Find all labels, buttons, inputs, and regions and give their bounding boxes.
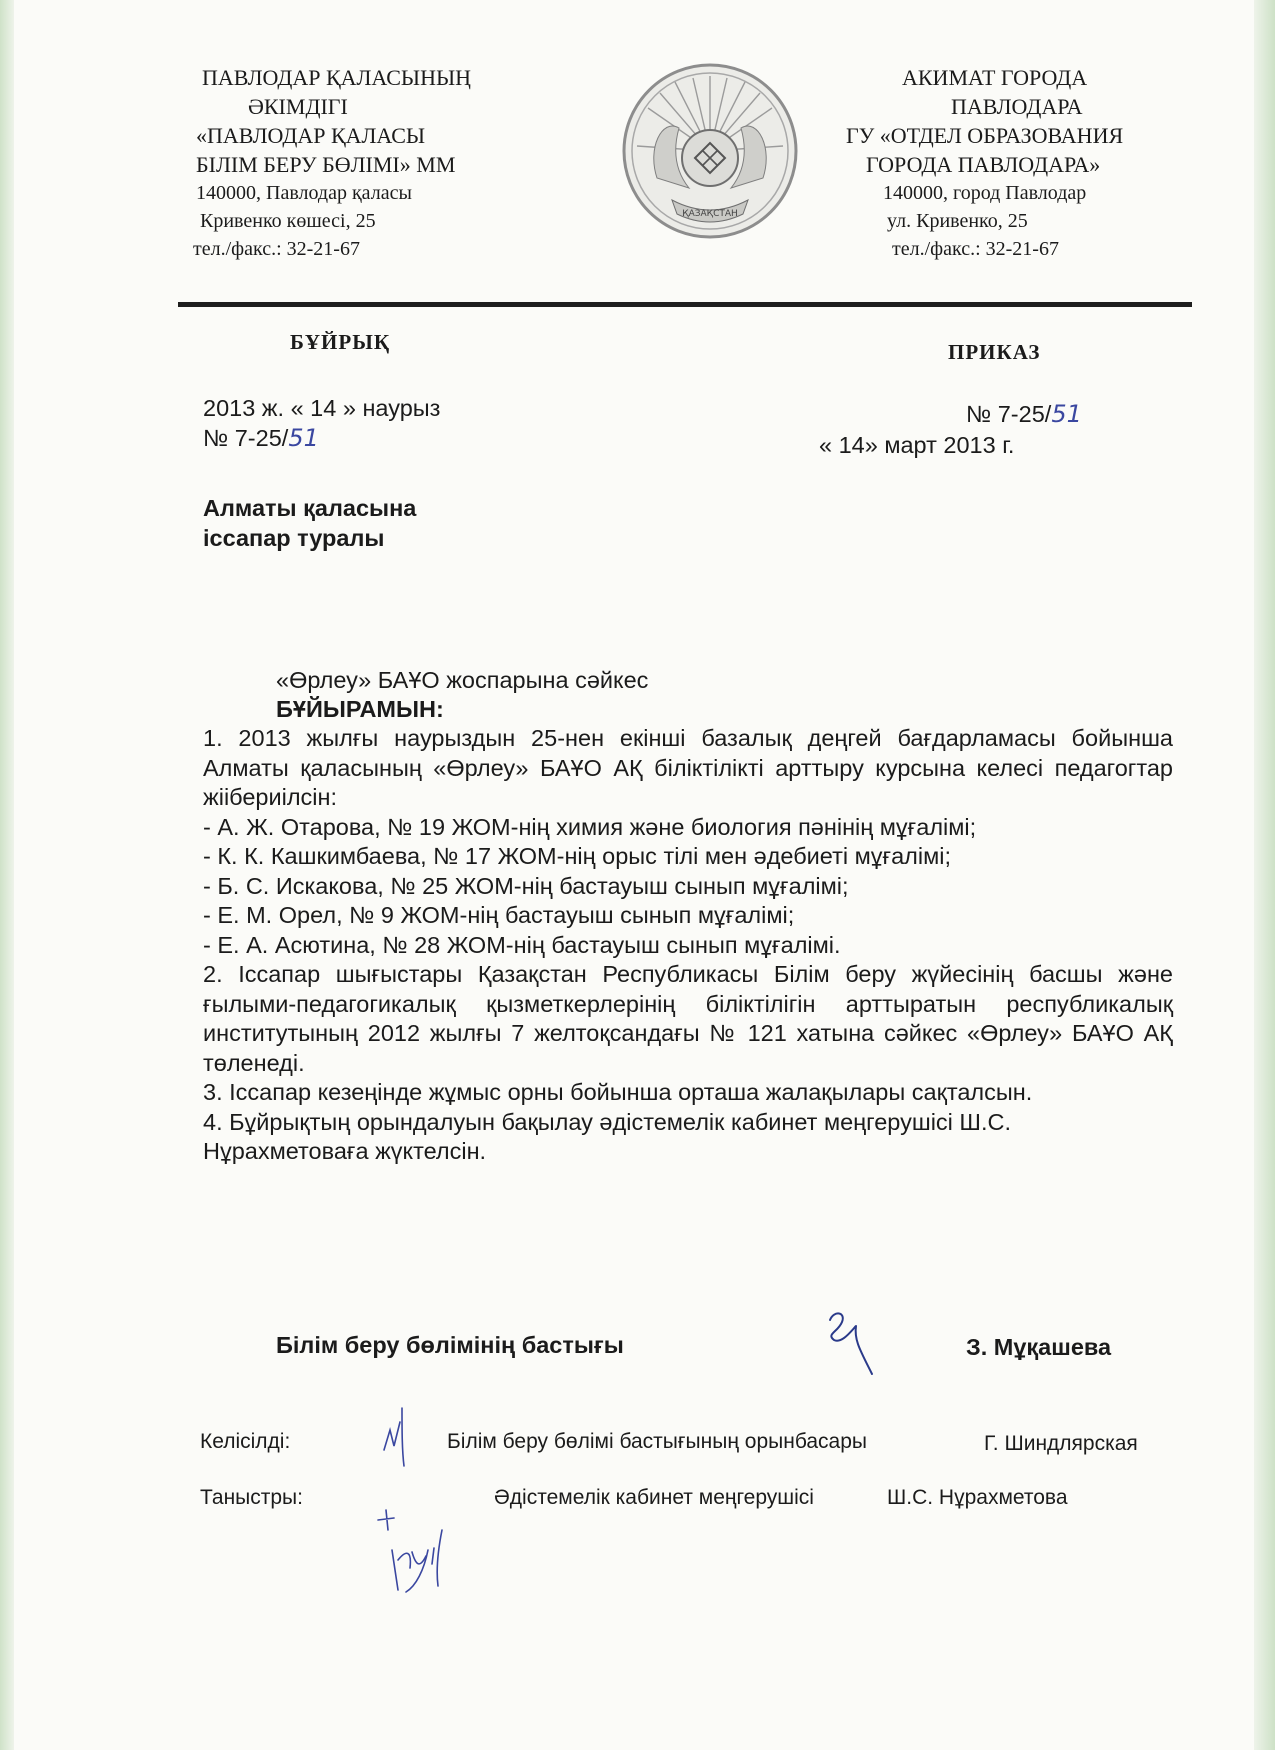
date-ru: « 14» март 2013 г. xyxy=(819,432,1015,458)
agreed-name: Г. Шиндлярская xyxy=(984,1432,1138,1455)
order-body xyxy=(203,724,1173,1167)
subject-line-1: Алматы қаласына xyxy=(203,495,417,521)
agreed-text: Білім беру бөлімі бастығының орынбасары xyxy=(447,1430,867,1453)
scan-edge-right xyxy=(1254,0,1275,1750)
title-ru: ПРИКАЗ xyxy=(948,340,1041,364)
header-left-line-1: ПАВЛОДАР ҚАЛАСЫНЫҢ xyxy=(202,65,472,90)
order-item-1: - А. Ж. Отарова, № 19 ЖОМ-нің химия және биология пәнінің мұғалімі; xyxy=(203,813,977,840)
order-item-4: - Е. М. Орел, № 9 ЖОМ-нің бастауыш сынып мұғалімі; xyxy=(203,902,795,928)
order-paragraph-4: 4. Бұйрықтың орындалуын бақылау әдістемелік кабинет меңгерушісі Ш.С. Нұрахметоваға жүктелсін. xyxy=(203,1108,1011,1164)
header-right-line-6: ул. Кривенко, 25 xyxy=(887,210,1028,232)
subject-line-2: іссапар туралы xyxy=(203,525,385,551)
acquainted-name: Ш.С. Нұрахметова xyxy=(887,1486,1068,1509)
order-item-2: - К. К. Кашкимбаева, № 17 ЖОМ-нің орыс тілі мен әдебиеті мұғалімі; xyxy=(203,843,951,869)
agreed-label: Келісілді: xyxy=(200,1430,291,1453)
handwritten-number-kz: 51 xyxy=(288,424,319,452)
number-ru: № 7-25/ xyxy=(966,401,1052,427)
header-left-line-5: 140000, Павлодар қаласы xyxy=(196,182,412,204)
scan-edge-left xyxy=(0,0,14,1750)
order-item-3: - Б. С. Искакова, № 25 ЖОМ-нің бастауыш сынып мұғалімі; xyxy=(203,872,849,899)
title-kz: БҰЙРЫҚ xyxy=(290,330,391,354)
order-item-5: - Е. А. Асютина, № 28 ЖОМ-нің бастауыш сынып мұғалімі. xyxy=(203,931,841,958)
header-right-line-5: 140000, город Павлодар xyxy=(883,182,1087,204)
acquainted-text: Әдістемелік кабинет меңгерушісі xyxy=(494,1486,814,1509)
number-kz-row xyxy=(203,424,319,453)
signatory-position: Білім беру бөлімінің бастығы xyxy=(276,1332,624,1358)
header-right-line-2: ПАВЛОДАРА xyxy=(951,94,1083,119)
agreed-signature-icon xyxy=(376,1400,426,1470)
order-paragraph-1: 1. 2013 жылғы наурыздын 25-нен екінші базалық деңгей бағдарламасы бойынша Алматы қаласының «Өрлеу» БАҰО АҚ біліктілікті арттыру курсына келесі педагогтар жіібериілсін: xyxy=(203,725,1173,810)
acquainted-signature-icon xyxy=(372,1490,462,1610)
header-left-line-3: «ПАВЛОДАР ҚАЛАСЫ xyxy=(196,123,426,148)
header-left-line-2: ӘКІМДІГІ xyxy=(248,94,348,119)
header-right-line-7: тел./факс.: 32-21-67 xyxy=(892,238,1059,260)
emblem-ribbon-text: ҚАЗАҚСТАН xyxy=(682,209,738,219)
order-word: БҰЙЫРАМЫН: xyxy=(276,696,444,722)
state-emblem-icon xyxy=(617,58,803,244)
order-paragraph-3: 3. Іссапар кезеңінде жұмыс орны бойынша орташа жалақылары сақталсын. xyxy=(203,1079,1033,1105)
number-kz: № 7-25/ xyxy=(203,425,289,451)
header-right-line-1: АКИМАТ ГОРОДА xyxy=(902,65,1088,90)
header-right-line-3: ГУ «ОТДЕЛ ОБРАЗОВАНИЯ xyxy=(846,123,1124,148)
number-ru-row xyxy=(966,400,1082,429)
header-left-line-4: БІЛІМ БЕРУ БӨЛІМІ» ММ xyxy=(196,152,456,177)
header-left-line-7: тел./факс.: 32-21-67 xyxy=(193,238,360,260)
date-kz: 2013 ж. « 14 » наурыз xyxy=(203,395,441,421)
header-divider xyxy=(178,302,1192,307)
signatory-name: З. Мұқашева xyxy=(966,1334,1112,1360)
handwritten-number-ru: 51 xyxy=(1051,400,1082,428)
header-left-line-6: Кривенко көшесі, 25 xyxy=(200,210,376,232)
order-paragraph-2: 2. Іссапар шығыстары Қазақстан Республикасы Білім беру жүйесінің басшы және ғылыми-педагогикалық қызметкерлерінің біліктілігін арттыратын республикалық институтының 2012 жылғы 7 желтоқсандағы № 121 хатына сәйкес «Өрлеу» БАҰО АҚ төленеді. xyxy=(203,961,1173,1076)
intro-line: «Өрлеу» БАҰО жоспарына сәйкес xyxy=(276,667,649,693)
header-right-line-4: ГОРОДА ПАВЛОДАРА» xyxy=(866,152,1101,177)
signature-icon xyxy=(820,1300,890,1380)
acquainted-label: Таныстры: xyxy=(200,1486,303,1509)
